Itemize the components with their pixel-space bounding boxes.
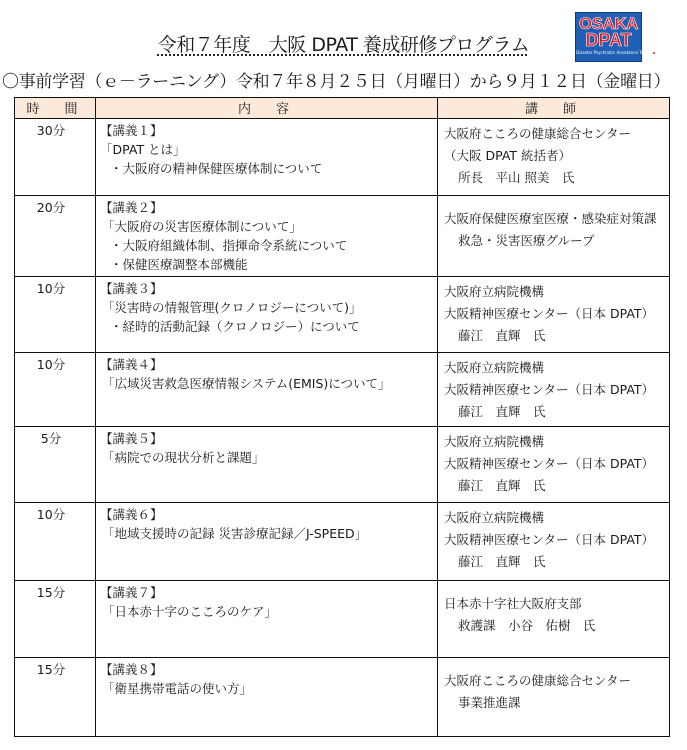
table-row xyxy=(15,196,670,277)
topic-bullet: ・経時的活動記録（クロノロジー）について xyxy=(110,319,360,334)
duration-cell xyxy=(15,196,96,277)
column-header-content: 内 容 xyxy=(96,98,438,119)
lecturer-cell xyxy=(438,581,670,658)
lecture-number: 【講義８】 xyxy=(100,662,163,677)
lecture-title: 「病院での現状分析と課題」 xyxy=(102,450,265,465)
lecturer-cell xyxy=(438,658,670,737)
lecturer-line: 藤江 直輝 氏 xyxy=(458,404,546,419)
lecturer-line: 救護課 小谷 佑樹 氏 xyxy=(458,618,596,633)
table-row xyxy=(15,353,670,427)
content-cell xyxy=(96,353,438,427)
page-title: 令和７年度 大阪 DPAT 養成研修プログラム xyxy=(157,34,530,56)
lecture-title: 「広域災害救急医療情報システム(EMIS)について」 xyxy=(102,376,391,391)
content-cell xyxy=(96,277,438,353)
lecturer-cell xyxy=(438,503,670,581)
content-cell xyxy=(96,581,438,658)
osaka-dpat-logo xyxy=(575,12,650,62)
lecturer-cell xyxy=(438,119,670,196)
logo-tagline: Disaster Psychiatric Assistance Team xyxy=(576,50,650,55)
lecturer-line: 藤江 直輝 氏 xyxy=(458,478,546,493)
content-cell xyxy=(96,503,438,581)
e-learning-period: 〇事前学習（ｅ－ラーニング）令和７年８月２５日（月曜日）から９月１２日（金曜日） xyxy=(2,72,671,92)
duration-cell xyxy=(15,119,96,196)
duration: 10分 xyxy=(36,357,66,372)
lecture-title: 「日本赤十字のこころのケア」 xyxy=(102,604,278,619)
lecturer-cell xyxy=(438,196,670,277)
lecturer-line: 大阪精神医療センター（日本 DPAT） xyxy=(444,382,655,397)
lecturer-line: 大阪精神医療センター（日本 DPAT） xyxy=(444,306,655,321)
lecturer-line: 大阪府保健医療室医療・感染症対策課 xyxy=(444,211,657,226)
lecturer-line: 大阪府立病院機構 xyxy=(444,510,545,525)
lecturer-line: 大阪府立病院機構 xyxy=(444,360,545,375)
lecturer-line: 藤江 直輝 氏 xyxy=(458,554,546,569)
lecturer-line: 大阪精神医療センター（日本 DPAT） xyxy=(444,532,655,547)
lecturer-line: 大阪府立病院機構 xyxy=(444,284,545,299)
lecturer-cell xyxy=(438,277,670,353)
topic-bullet: ・大阪府組織体制、指揮命令系統について xyxy=(110,238,348,253)
lecture-title: 「災害時の情報管理(クロノロジーについて)」 xyxy=(102,300,362,315)
duration: 15分 xyxy=(36,585,66,600)
lecture-number: 【講義４】 xyxy=(100,357,163,372)
lecture-title: 「地域支援時の記録 災害診療記録／J-SPEED」 xyxy=(102,526,368,541)
lecturer-cell xyxy=(438,427,670,503)
lecturer-line: （大阪 DPAT 統括者） xyxy=(444,148,572,163)
lecture-title: 「大阪府の災害医療体制について」 xyxy=(102,219,302,234)
duration-cell xyxy=(15,427,96,503)
table-row xyxy=(15,503,670,581)
lecturer-line: 事業推進課 xyxy=(458,695,521,710)
duration: 20分 xyxy=(36,200,66,215)
table-row xyxy=(15,277,670,353)
content-cell xyxy=(96,196,438,277)
lecture-title: 「衛星携帯電話の使い方」 xyxy=(102,681,253,696)
lecture-number: 【講義７】 xyxy=(100,585,163,600)
table-row xyxy=(15,658,670,737)
lecture-number: 【講義５】 xyxy=(100,431,163,446)
content-cell xyxy=(96,658,438,737)
lecture-number: 【講義６】 xyxy=(100,507,163,522)
column-header-time: 時 間 xyxy=(15,98,96,119)
table-row xyxy=(15,581,670,658)
content-cell xyxy=(96,427,438,503)
lecture-number: 【講義１】 xyxy=(100,123,163,138)
duration: 15分 xyxy=(36,662,66,677)
duration-cell xyxy=(15,658,96,737)
lecturer-line: 所長 平山 照美 氏 xyxy=(458,170,575,185)
topic-bullet: ・大阪府の精神保健医療体制について xyxy=(110,161,323,176)
duration-cell xyxy=(15,353,96,427)
column-header-lecturer: 講 師 xyxy=(438,98,670,119)
lecturer-line: 日本赤十字社大阪府支部 xyxy=(444,596,582,611)
lecturer-line: 救急・災害医療グループ xyxy=(458,233,595,248)
lecture-title: 「DPAT とは」 xyxy=(100,142,186,157)
lecturer-line: 大阪府こころの健康総合センター xyxy=(444,126,632,141)
duration-cell xyxy=(15,503,96,581)
duration-cell xyxy=(15,277,96,353)
lecturer-line: 大阪精神医療センター（日本 DPAT） xyxy=(444,456,655,471)
topic-bullet: ・保健医療調整本部機能 xyxy=(110,257,248,272)
japan-flag-icon xyxy=(651,51,657,55)
table-header-row xyxy=(15,98,670,119)
duration: 30分 xyxy=(36,123,66,138)
lecture-number: 【講義２】 xyxy=(100,200,163,215)
table-row xyxy=(15,119,670,196)
duration: 5分 xyxy=(40,431,62,446)
duration: 10分 xyxy=(36,281,66,296)
duration: 10分 xyxy=(36,507,66,522)
table-row xyxy=(15,427,670,503)
logo-line2: DPAT xyxy=(585,30,632,50)
duration-cell xyxy=(15,581,96,658)
lecturer-line: 藤江 直輝 氏 xyxy=(458,328,546,343)
content-cell xyxy=(96,119,438,196)
lecturer-line: 大阪府こころの健康総合センター xyxy=(444,673,632,688)
lecture-number: 【講義３】 xyxy=(100,281,163,296)
logo-line1: OSAKA xyxy=(579,14,638,33)
lecturer-cell xyxy=(438,353,670,427)
program-table xyxy=(14,97,670,737)
lecturer-line: 大阪府立病院機構 xyxy=(444,434,545,449)
